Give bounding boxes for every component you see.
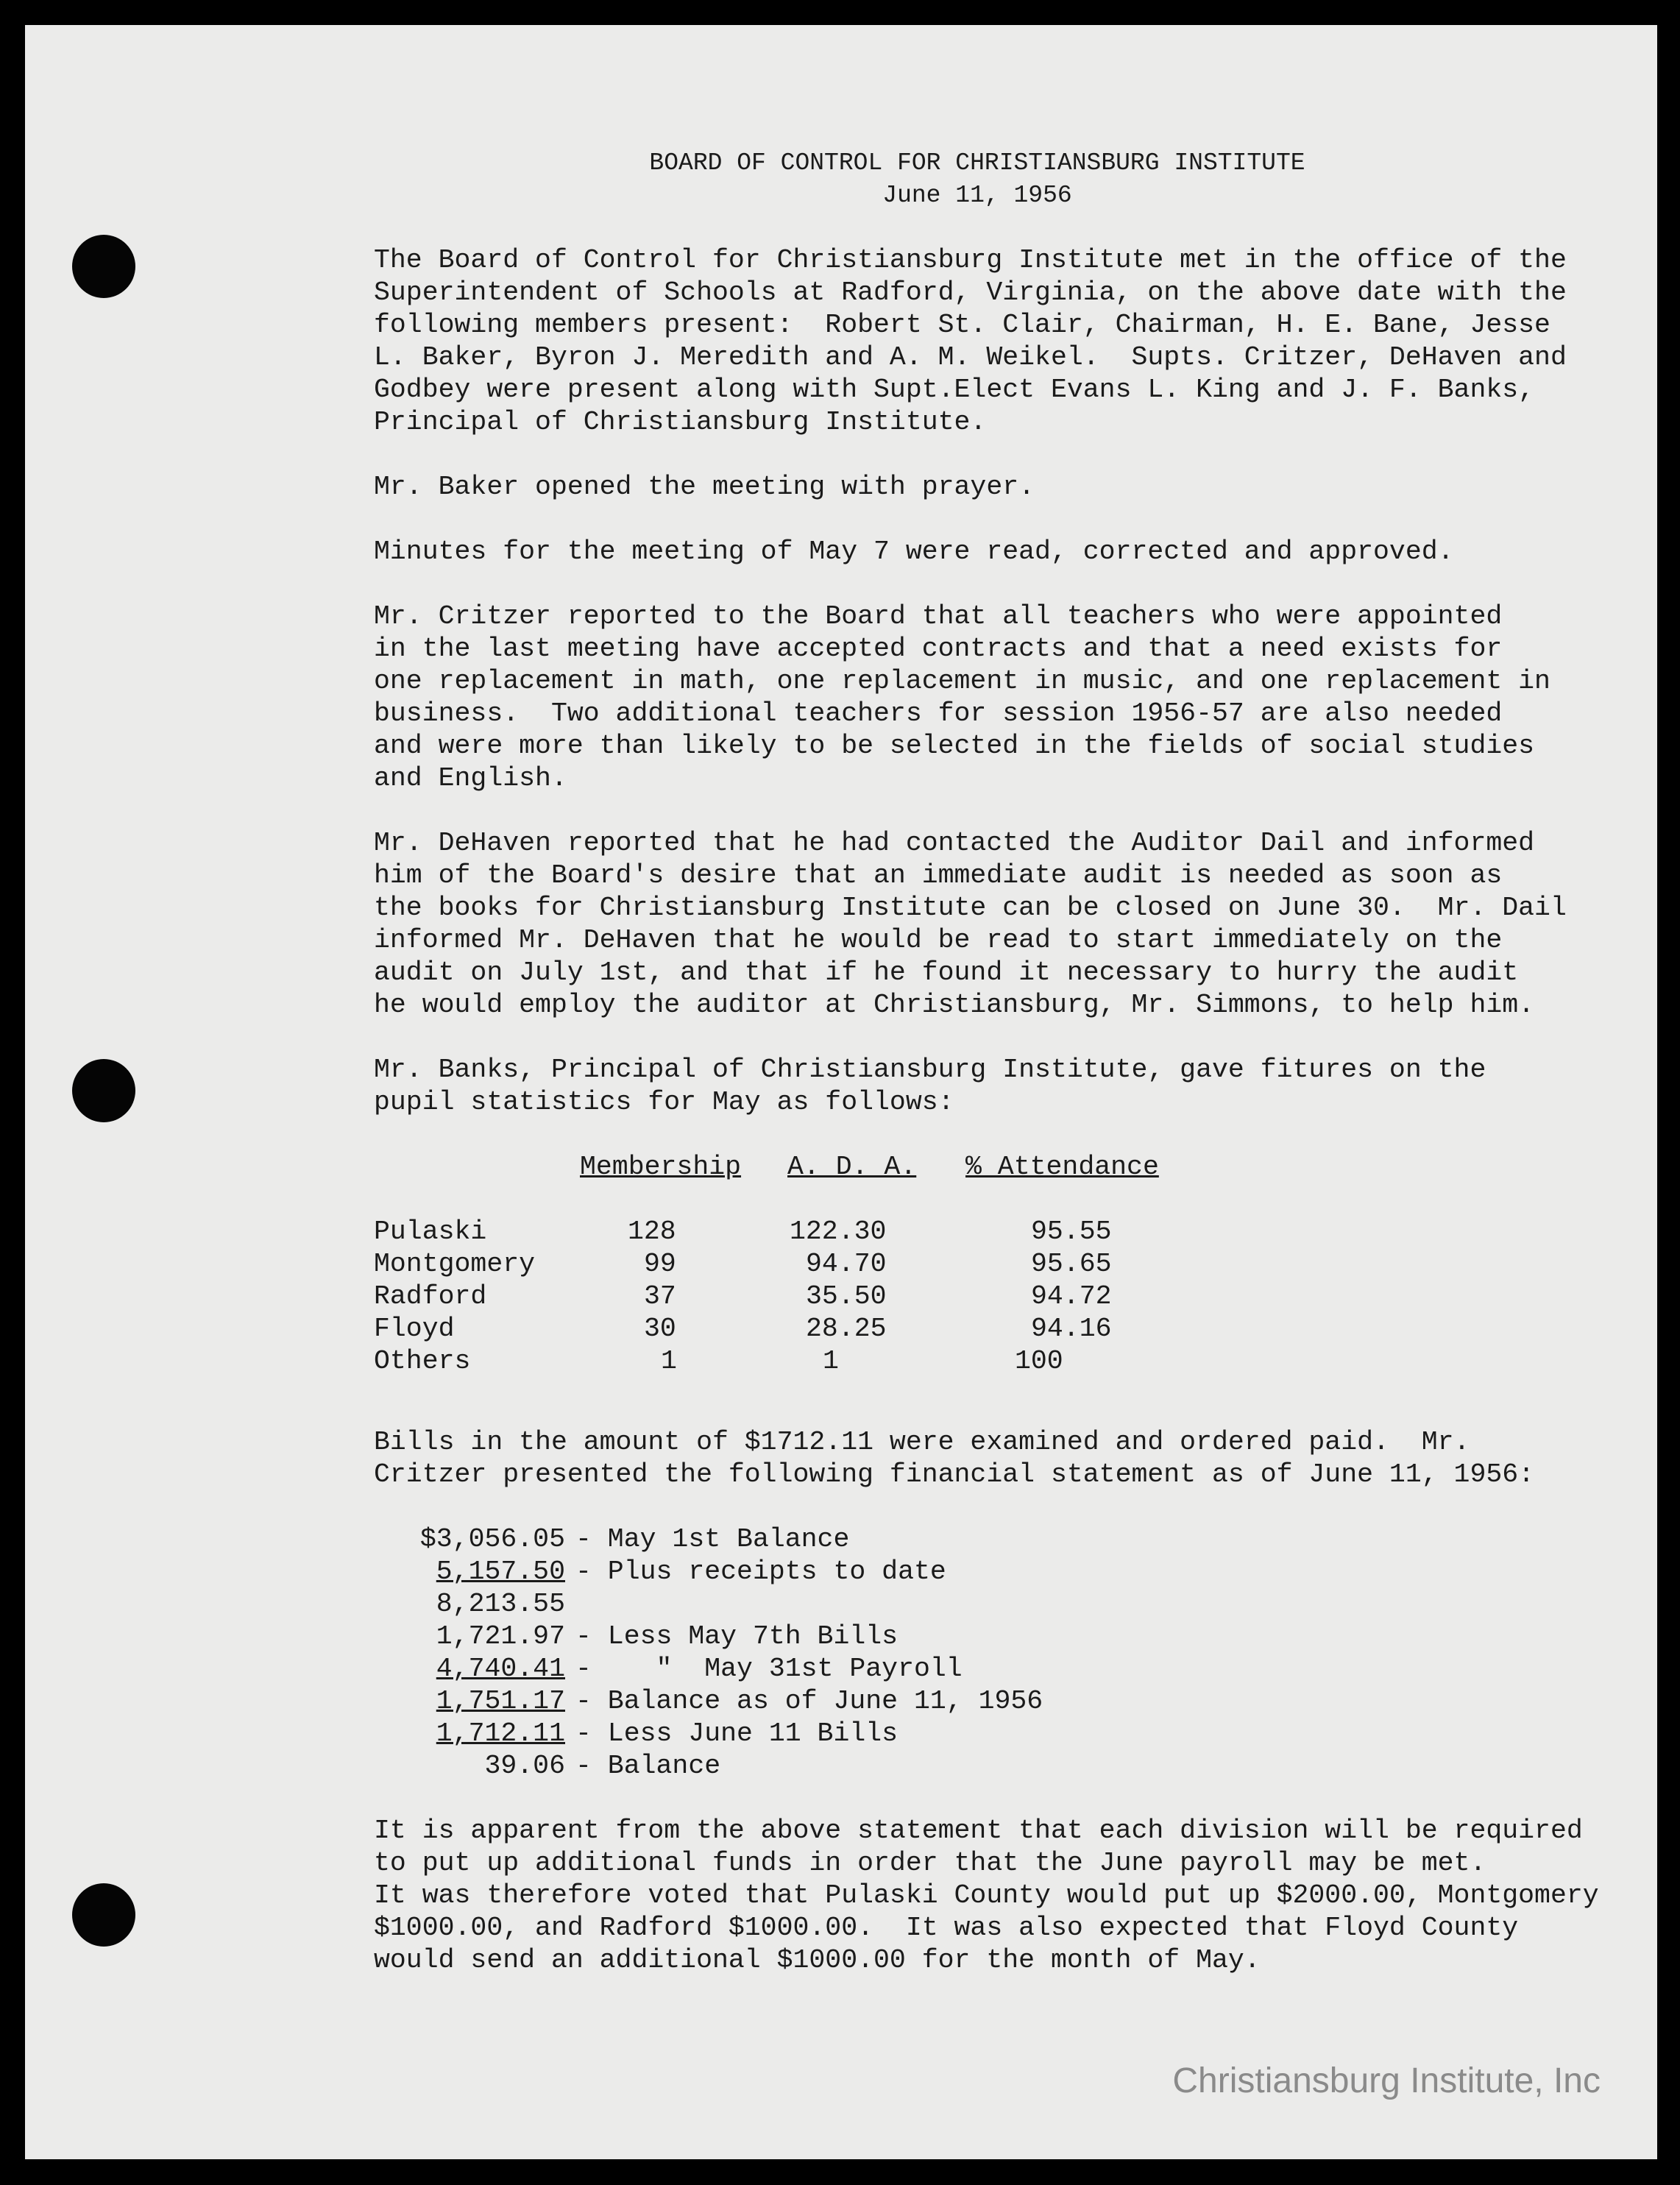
text-line: L. Baker, Byron J. Meredith and A. M. Weikel. Supts. Critzer, DeHaven and <box>374 342 1567 372</box>
punch-hole-bottom <box>72 1883 135 1947</box>
statement-line <box>374 1523 1404 1556</box>
financial-statement <box>374 1523 1595 1782</box>
membership-value: 30 <box>644 1314 676 1344</box>
statement-amount: 5,157.50 <box>436 1557 565 1587</box>
text-line: pupil statistics for May as follows: <box>374 1087 954 1117</box>
ada-value: 28.25 <box>806 1314 887 1344</box>
statement-description: - " May 31st Payroll <box>575 1654 963 1684</box>
text-line: Minutes for the meeting of May 7 were read, corrected and approved. <box>374 536 1454 567</box>
statement-amount: 1,721.97 <box>436 1621 565 1651</box>
attendance-value: 95.65 <box>1031 1249 1112 1279</box>
text-line: and English. <box>374 763 567 793</box>
text-line: one replacement in math, one replacement in music, and one replacement in <box>374 666 1550 696</box>
text-line: Mr. Banks, Principal of Christiansburg Institute, gave fitures on the <box>374 1055 1486 1085</box>
text-line: Mr. Baker opened the meeting with prayer. <box>374 472 1035 502</box>
text-line: Mr. DeHaven reported that he had contacted the Auditor Dail and informed <box>374 828 1535 858</box>
ada-value: 122.30 <box>790 1217 887 1247</box>
statement-amount: 4,740.41 <box>436 1654 565 1684</box>
attendance-value: 94.16 <box>1031 1314 1112 1344</box>
statement-amount: 1,712.11 <box>436 1718 565 1749</box>
attendance-value: 95.55 <box>1031 1217 1112 1247</box>
statement-amount: 8,213.55 <box>436 1589 565 1619</box>
statement-line <box>374 1750 1404 1782</box>
membership-value: 128 <box>628 1217 676 1247</box>
paragraph-statistics-intro <box>374 1054 1595 1119</box>
table-row <box>374 1216 1257 1248</box>
ada-value: 1 <box>823 1346 839 1376</box>
text-line: Superintendent of Schools at Radford, Virginia, on the above date with the <box>374 277 1567 308</box>
text-line: business. Two additional teachers for session 1956-57 are also needed <box>374 698 1503 729</box>
table-row <box>374 1248 1257 1281</box>
text-line: in the last meeting have accepted contracts and that a need exists for <box>374 634 1503 664</box>
paragraph-bills <box>374 1426 1595 1491</box>
statement-description: - May 1st Balance <box>575 1524 850 1554</box>
paragraph-attendance <box>374 244 1595 439</box>
paragraph-funding <box>374 1815 1599 1977</box>
membership-value: 1 <box>661 1346 677 1376</box>
division-name: Floyd <box>374 1314 455 1344</box>
attendance-value: 100 <box>1015 1346 1063 1376</box>
paragraph-minutes <box>374 536 1595 568</box>
statement-amount: 39.06 <box>484 1751 565 1781</box>
text-line: and were more than likely to be selected in the fields of social studies <box>374 731 1535 761</box>
statement-amount: $3,056.05 <box>419 1524 565 1554</box>
paragraph-audit <box>374 827 1595 1021</box>
document-title: BOARD OF CONTROL FOR CHRISTIANSBURG INSTITUTE <box>649 149 1305 177</box>
membership-value: 99 <box>644 1249 676 1279</box>
membership-value: 37 <box>644 1281 676 1311</box>
division-name: Radford <box>374 1281 487 1311</box>
statement-line <box>374 1556 1404 1588</box>
text-line: Bills in the amount of $1712.11 were examined and ordered paid. Mr. <box>374 1427 1470 1457</box>
paragraph-teachers <box>374 601 1595 795</box>
text-line: would send an additional $1000.00 for the month of May. <box>374 1945 1261 1975</box>
text-line: Mr. Critzer reported to the Board that all teachers who were appointed <box>374 601 1503 631</box>
text-line: It was therefore voted that Pulaski County would put up $2000.00, Montgomery <box>374 1880 1599 1910</box>
header-ada: A. D. A. <box>787 1152 917 1182</box>
statement-description: - Less May 7th Bills <box>575 1621 899 1651</box>
statement-description: - Less June 11 Bills <box>575 1718 899 1749</box>
punch-hole-top <box>72 235 135 298</box>
header-attendance: % Attendance <box>965 1152 1159 1182</box>
text-line: following members present: Robert St. Clair, Chairman, H. E. Bane, Jesse <box>374 310 1550 340</box>
watermark: Christiansburg Institute, Inc <box>1172 2061 1601 2100</box>
document-header <box>359 147 1595 212</box>
statement-line <box>374 1588 1404 1621</box>
statement-line <box>374 1685 1404 1718</box>
ada-value: 35.50 <box>806 1281 887 1311</box>
statement-amount: 1,751.17 <box>436 1686 565 1716</box>
table-row <box>374 1281 1257 1313</box>
text-line: Critzer presented the following financial statement as of June 11, 1956: <box>374 1459 1535 1490</box>
attendance-value: 94.72 <box>1031 1281 1112 1311</box>
punch-hole-middle <box>72 1059 135 1122</box>
statement-line <box>374 1653 1404 1685</box>
text-line: It is apparent from the above statement that each division will be required <box>374 1816 1583 1846</box>
statement-description: - Plus receipts to date <box>575 1557 946 1587</box>
division-name: Pulaski <box>374 1217 487 1247</box>
pupil-statistics-table <box>374 1151 1595 1394</box>
division-name: Montgomery <box>374 1249 536 1279</box>
statement-description: - Balance <box>575 1751 721 1781</box>
paragraph-prayer <box>374 471 1595 503</box>
ada-value: 94.70 <box>806 1249 887 1279</box>
statement-line <box>374 1718 1404 1750</box>
text-line: to put up additional funds in order that the June payroll may be met. <box>374 1848 1486 1878</box>
text-line: audit on July 1st, and that if he found it necessary to hurry the audit <box>374 957 1519 988</box>
text-line: him of the Board's desire that an immediate audit is needed as soon as <box>374 860 1503 890</box>
text-line: he would employ the auditor at Christiansburg, Mr. Simmons, to help him. <box>374 990 1535 1020</box>
document-date: June 11, 1956 <box>882 182 1072 209</box>
statement-description: - Balance as of June 11, 1956 <box>575 1686 1043 1716</box>
division-name: Others <box>374 1346 471 1376</box>
table-row <box>374 1345 1257 1378</box>
text-line: the books for Christiansburg Institute can be closed on June 30. Mr. Dail <box>374 893 1567 923</box>
statement-line <box>374 1621 1404 1653</box>
text-line: informed Mr. DeHaven that he would be read to start immediately on the <box>374 925 1503 955</box>
text-line: Godbey were present along with Supt.Elect Evans L. King and J. F. Banks, <box>374 375 1535 405</box>
header-membership: Membership <box>580 1152 742 1182</box>
text-line: The Board of Control for Christiansburg Institute met in the office of the <box>374 245 1567 275</box>
table-row <box>374 1313 1257 1345</box>
text-line: $1000.00, and Radford $1000.00. It was also expected that Floyd County <box>374 1913 1519 1943</box>
document-body <box>374 147 1599 1977</box>
text-line: Principal of Christiansburg Institute. <box>374 407 987 437</box>
